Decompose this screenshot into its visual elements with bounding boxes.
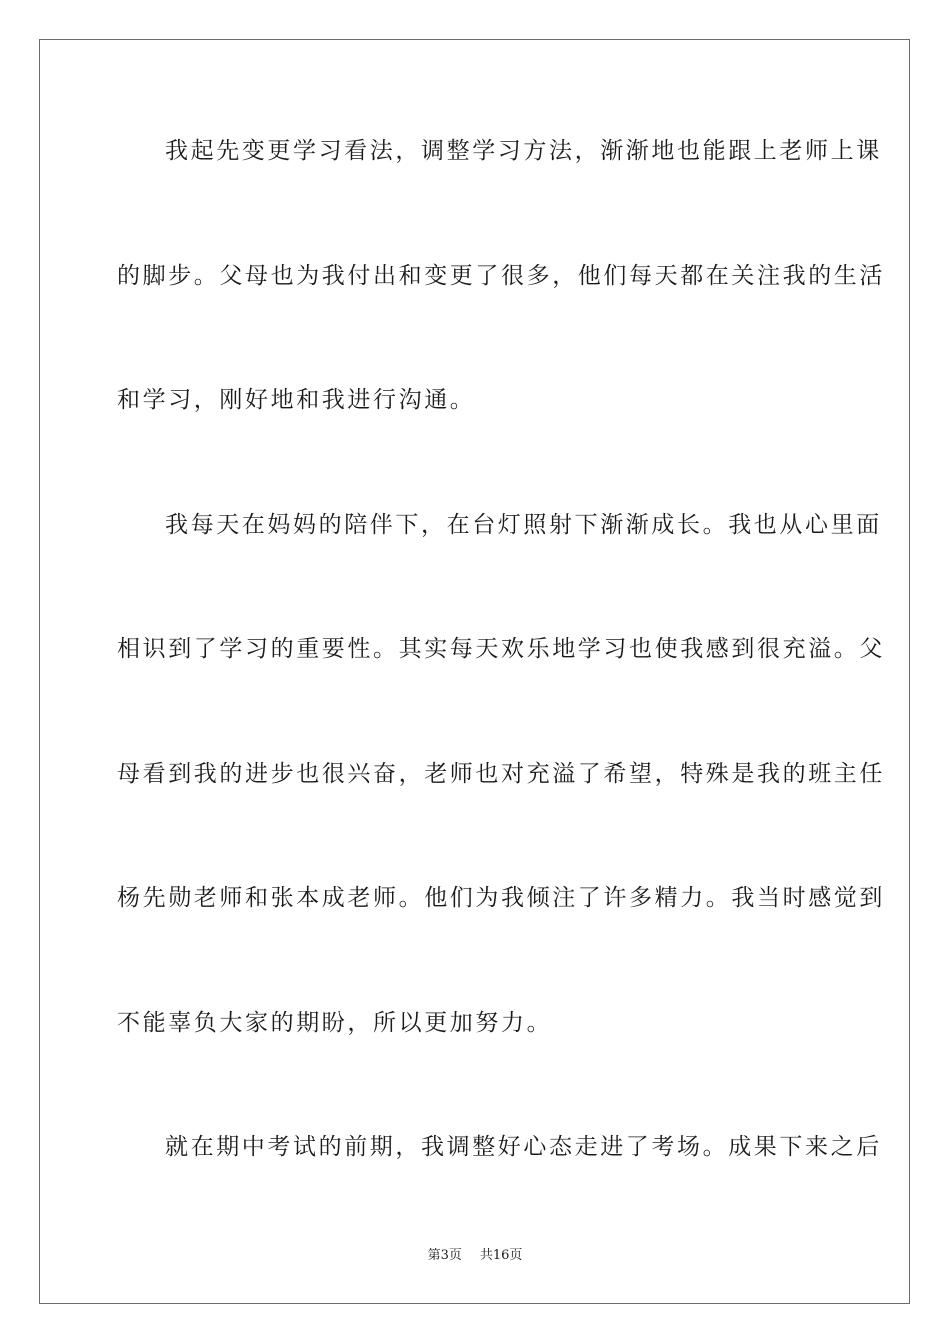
paragraph-1-line-2: 的脚步。父母也为我付出和变更了很多，他们每天都在关注我的生活 [117,263,885,289]
paragraph-2-line-4: 杨先勋老师和张本成老师。他们为我倾注了许多精力。我当时感觉到 [117,885,885,911]
paragraph-2-line-5: 不能辜负大家的期盼，所以更加努力。 [117,1010,553,1036]
paragraph-3-line-1: 就在期中考试的前期，我调整好心态走进了考场。成果下来之后 [165,1134,882,1160]
paragraph-1-line-1: 我起先变更学习看法，调整学习方法，渐渐地也能跟上老师上课 [165,138,882,164]
page-total: 共16页 [479,1248,523,1263]
paragraph-2-line-2: 相识到了学习的重要性。其实每天欢乐地学习也使我感到很充溢。父 [117,636,885,662]
page-border [39,39,910,1304]
paragraph-2-line-3: 母看到我的进步也很兴奋，老师也对充溢了希望，特殊是我的班主任 [117,761,885,787]
paragraph-2-line-1: 我每天在妈妈的陪伴下，在台灯照射下渐渐成长。我也从心里面 [165,512,882,538]
page-number: 第3页 [427,1248,462,1263]
paragraph-1-line-3: 和学习，刚好地和我进行沟通。 [117,387,476,413]
page-footer [0,1248,950,1264]
